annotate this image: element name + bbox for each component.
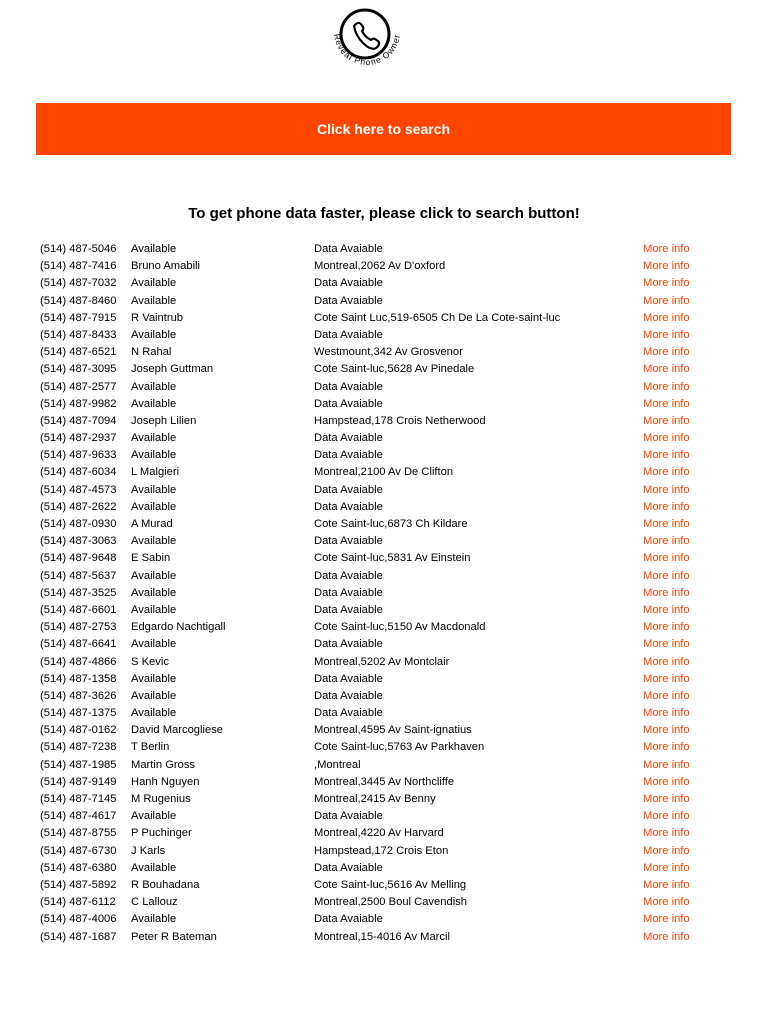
listing-row: [40, 688, 720, 705]
owner-address: Data Avaiable: [314, 483, 383, 496]
owner-name: Available: [131, 689, 177, 702]
owner-address: Data Avaiable: [314, 328, 383, 341]
more-info-link[interactable]: More info: [643, 518, 690, 530]
owner-name: Available: [131, 638, 177, 651]
phone-number: (514) 487-8433: [40, 328, 117, 341]
owner-name: Available: [131, 294, 177, 307]
phone-number: (514) 487-1985: [40, 758, 117, 771]
owner-address: Hampstead,178 Crois Netherwood: [314, 414, 486, 427]
more-info-link[interactable]: More info: [643, 380, 690, 393]
phone-number: (514) 487-7416: [40, 260, 117, 273]
phone-number: (514) 487-1687: [40, 930, 117, 943]
more-info-link[interactable]: More info: [643, 775, 690, 788]
phone-number: (514) 487-5892: [40, 878, 117, 891]
listing-row: [40, 568, 720, 585]
phone-number: (514) 487-0162: [40, 724, 117, 737]
phone-number: (514) 487-8460: [40, 294, 117, 307]
owner-address: Data Avaiable: [314, 432, 383, 445]
listing-row: [40, 361, 720, 378]
owner-name: Available: [131, 535, 177, 548]
more-info-link[interactable]: More info: [643, 638, 690, 651]
phone-number: (514) 487-4006: [40, 913, 117, 926]
owner-name: Available: [131, 569, 177, 582]
owner-address: Data Avaiable: [314, 913, 383, 926]
phone-number: (514) 487-1358: [40, 672, 117, 685]
more-info-link[interactable]: More info: [643, 311, 690, 324]
phone-number: (514) 487-5637: [40, 569, 117, 582]
listing-row: [40, 396, 720, 413]
phone-number: (514) 487-4573: [40, 483, 117, 496]
owner-name: E Sabin: [131, 552, 171, 565]
listing-row: [40, 757, 720, 774]
owner-name: Edgardo Nachtigall: [131, 621, 226, 634]
owner-name: Available: [131, 672, 177, 685]
listing-row: [40, 894, 720, 911]
page-headline: To get phone data faster, please click to search button!: [188, 205, 580, 222]
more-info-link[interactable]: More info: [643, 878, 690, 891]
owner-name: Available: [131, 861, 177, 874]
listing-row: [40, 654, 720, 671]
owner-address: Montreal,2415 Av Benny: [314, 793, 436, 805]
owner-name: Bruno Amabili: [131, 260, 201, 273]
more-info-link[interactable]: More info: [643, 827, 690, 840]
phone-handset-icon: [354, 23, 379, 49]
owner-address: Cote Saint-luc,5150 Av Macdonald: [314, 621, 486, 634]
listing-row: [40, 705, 720, 722]
more-info-link[interactable]: More info: [643, 535, 690, 548]
owner-address: Data Avaiable: [314, 689, 383, 702]
phone-number: (514) 487-6641: [40, 638, 117, 651]
owner-name: P Puchinger: [131, 827, 192, 840]
logo: [324, 2, 408, 86]
owner-name: Peter R Bateman: [131, 930, 217, 943]
more-info-link[interactable]: More info: [643, 861, 690, 874]
listing-row: [40, 327, 720, 344]
owner-name: Available: [131, 243, 177, 255]
listing-row: [40, 774, 720, 791]
listing-row: [40, 293, 720, 310]
owner-address: ,Montreal: [314, 758, 361, 771]
phone-number: (514) 487-5046: [40, 243, 117, 255]
phone-number: (514) 487-6730: [40, 844, 117, 857]
listing-row: [40, 379, 720, 396]
phone-number: (514) 487-4617: [40, 810, 117, 823]
owner-address: Data Avaiable: [314, 638, 383, 651]
more-info-link[interactable]: More info: [643, 793, 690, 805]
more-info-link[interactable]: More info: [643, 260, 690, 273]
owner-name: Available: [131, 603, 177, 616]
owner-address: Cote Saint Luc,519-6505 Ch De La Cote-saint-luc: [314, 311, 561, 324]
owner-address: Data Avaiable: [314, 707, 383, 720]
more-info-link[interactable]: More info: [643, 758, 690, 771]
phone-number: (514) 487-2937: [40, 432, 117, 445]
more-info-link[interactable]: More info: [643, 483, 690, 496]
owner-address: Montreal,2062 Av D'oxford: [314, 260, 446, 273]
more-info-link[interactable]: More info: [643, 707, 690, 720]
phone-number: (514) 487-7032: [40, 277, 117, 290]
owner-name: Available: [131, 397, 177, 410]
more-info-link[interactable]: More info: [643, 552, 690, 565]
owner-address: Cote Saint-luc,6873 Ch Kildare: [314, 518, 468, 530]
listing-row: [40, 241, 720, 258]
more-info-link[interactable]: More info: [643, 466, 690, 479]
phone-number: (514) 487-3095: [40, 363, 117, 376]
owner-address: Montreal,2500 Boul Cavendish: [314, 896, 467, 909]
listing-row: [40, 911, 720, 928]
owner-name: Joseph Lilien: [131, 414, 197, 427]
owner-name: C Lallouz: [131, 896, 178, 909]
owner-name: Available: [131, 432, 177, 445]
phone-number: (514) 487-9648: [40, 552, 117, 565]
owner-name: David Marcogliese: [131, 724, 224, 737]
more-info-link[interactable]: More info: [643, 449, 690, 462]
owner-address: Westmount,342 Av Grosvenor: [314, 346, 463, 359]
more-info-link[interactable]: More info: [643, 328, 690, 341]
owner-name: Hanh Nguyen: [131, 775, 200, 788]
phone-number: (514) 487-7238: [40, 741, 117, 754]
listing-row: [40, 843, 720, 860]
more-info-link[interactable]: More info: [643, 896, 690, 909]
more-info-link[interactable]: More info: [643, 655, 690, 668]
owner-name: N Rahal: [131, 346, 172, 359]
owner-address: Cote Saint-luc,5628 Av Pinedale: [314, 363, 475, 376]
owner-name: L Malgieri: [131, 466, 180, 479]
owner-address: Data Avaiable: [314, 569, 383, 582]
owner-address: Data Avaiable: [314, 449, 383, 462]
listing-row: [40, 447, 720, 464]
more-info-link[interactable]: More info: [643, 346, 690, 359]
phone-number: (514) 487-6521: [40, 346, 117, 359]
listing-row: [40, 671, 720, 688]
owner-name: Available: [131, 277, 177, 290]
listing-row: [40, 619, 720, 636]
listing-row: [40, 310, 720, 327]
listing-row: [40, 430, 720, 447]
phone-number: (514) 487-6601: [40, 603, 117, 616]
listing-row: [40, 499, 720, 516]
listing-row: [40, 929, 720, 946]
more-info-link[interactable]: More info: [643, 432, 690, 445]
listing-row: [40, 739, 720, 756]
owner-address: Data Avaiable: [314, 277, 383, 290]
owner-address: Data Avaiable: [314, 243, 383, 255]
owner-name: S Kevic: [131, 655, 169, 668]
listing-row: [40, 482, 720, 499]
owner-name: T Berlin: [131, 741, 170, 754]
listing-row: [40, 550, 720, 567]
phone-number: (514) 487-1375: [40, 707, 117, 720]
listing-row: [40, 877, 720, 894]
listing-row: [40, 516, 720, 533]
owner-name: Available: [131, 328, 177, 341]
more-info-link[interactable]: More info: [643, 363, 690, 376]
more-info-link[interactable]: More info: [643, 930, 690, 943]
phone-number: (514) 487-0930: [40, 518, 117, 530]
more-info-link[interactable]: More info: [643, 810, 690, 823]
phone-number: (514) 487-7915: [40, 311, 117, 324]
logo-text: Reveal Phone Owner: [331, 32, 402, 68]
owner-address: Data Avaiable: [314, 380, 383, 393]
phone-number: (514) 487-7094: [40, 414, 117, 427]
phone-number: (514) 487-6112: [40, 896, 116, 909]
owner-name: R Vaintrub: [131, 311, 184, 324]
more-info-link[interactable]: More info: [643, 621, 690, 634]
owner-address: Montreal,2100 Av De Clifton: [314, 466, 454, 479]
more-info-link[interactable]: More info: [643, 672, 690, 685]
phone-number: (514) 487-6380: [40, 861, 117, 874]
more-info-link[interactable]: More info: [643, 741, 690, 754]
owner-address: Data Avaiable: [314, 861, 383, 874]
more-info-link[interactable]: More info: [643, 586, 690, 599]
owner-address: Data Avaiable: [314, 397, 383, 410]
more-info-link[interactable]: More info: [643, 294, 690, 307]
owner-name: Martin Gross: [131, 758, 196, 771]
listing-row: [40, 791, 720, 808]
phone-number: (514) 487-9149: [40, 775, 117, 788]
search-button-label: Click here to search: [316, 121, 451, 137]
more-info-link[interactable]: More info: [643, 277, 690, 290]
listing-row: [40, 464, 720, 481]
owner-address: Cote Saint-luc,5831 Av Einstein: [314, 552, 471, 565]
more-info-link[interactable]: More info: [643, 569, 690, 582]
owner-name: Joseph Guttman: [131, 363, 214, 376]
owner-name: R Bouhadana: [131, 878, 200, 891]
owner-address: Cote Saint-luc,5763 Av Parkhaven: [314, 741, 485, 754]
listing-row: [40, 275, 720, 292]
phone-number: (514) 487-7145: [40, 793, 117, 805]
owner-address: Data Avaiable: [314, 603, 383, 616]
owner-name: J Karls: [131, 844, 166, 857]
owner-address: Data Avaiable: [314, 535, 383, 548]
more-info-link[interactable]: More info: [643, 913, 690, 926]
owner-address: Hampstead,172 Crois Eton: [314, 844, 449, 857]
owner-address: Cote Saint-luc,5616 Av Melling: [314, 878, 467, 891]
listing-row: [40, 585, 720, 602]
owner-name: M Rugenius: [131, 793, 191, 805]
owner-name: Available: [131, 810, 177, 823]
owner-address: Data Avaiable: [314, 810, 383, 823]
phone-number: (514) 487-9633: [40, 449, 117, 462]
more-info-link[interactable]: More info: [643, 724, 690, 737]
listing-row: [40, 722, 720, 739]
phone-number: (514) 487-6034: [40, 466, 117, 479]
phone-number: (514) 487-2577: [40, 380, 117, 393]
owner-name: Available: [131, 380, 177, 393]
owner-address: Data Avaiable: [314, 500, 383, 513]
listing-table: [40, 241, 720, 946]
owner-address: Montreal,4220 Av Harvard: [314, 827, 444, 840]
more-info-link[interactable]: More info: [643, 603, 690, 616]
listing-row: [40, 258, 720, 275]
phone-number: (514) 487-8755: [40, 827, 117, 840]
owner-address: Montreal,5202 Av Montclair: [314, 655, 450, 668]
more-info-link[interactable]: More info: [643, 844, 690, 857]
phone-number: (514) 487-4866: [40, 655, 117, 668]
listing-row: [40, 808, 720, 825]
owner-name: Available: [131, 500, 177, 513]
more-info-link[interactable]: More info: [643, 397, 690, 410]
phone-number: (514) 487-2622: [40, 500, 117, 513]
owner-name: Available: [131, 707, 177, 720]
owner-address: Montreal,4595 Av Saint-ignatius: [314, 724, 472, 737]
owner-name: A Murad: [131, 518, 173, 530]
owner-name: Available: [131, 483, 177, 496]
more-info-link[interactable]: More info: [643, 414, 690, 427]
listing-row: [40, 860, 720, 877]
more-info-link[interactable]: More info: [643, 500, 690, 513]
listing-row: [40, 413, 720, 430]
listing-row: [40, 533, 720, 550]
phone-number: (514) 487-3525: [40, 586, 117, 599]
more-info-link[interactable]: More info: [643, 689, 690, 702]
owner-address: Data Avaiable: [314, 294, 383, 307]
phone-number: (514) 487-2753: [40, 621, 117, 634]
listing-row: [40, 636, 720, 653]
more-info-link[interactable]: More info: [643, 243, 690, 255]
owner-address: Data Avaiable: [314, 586, 383, 599]
search-button[interactable]: [36, 103, 731, 155]
owner-address: Data Avaiable: [314, 672, 383, 685]
phone-number: (514) 487-3626: [40, 689, 117, 702]
owner-name: Available: [131, 913, 177, 926]
phone-number: (514) 487-3063: [40, 535, 117, 548]
owner-address: Montreal,3445 Av Northcliffe: [314, 775, 455, 788]
owner-address: Montreal,15-4016 Av Marcil: [314, 930, 450, 943]
listing-row: [40, 602, 720, 619]
owner-name: Available: [131, 586, 177, 599]
owner-name: Available: [131, 449, 177, 462]
listing-row: [40, 825, 720, 842]
listing-row: [40, 344, 720, 361]
phone-number: (514) 487-9982: [40, 397, 117, 410]
